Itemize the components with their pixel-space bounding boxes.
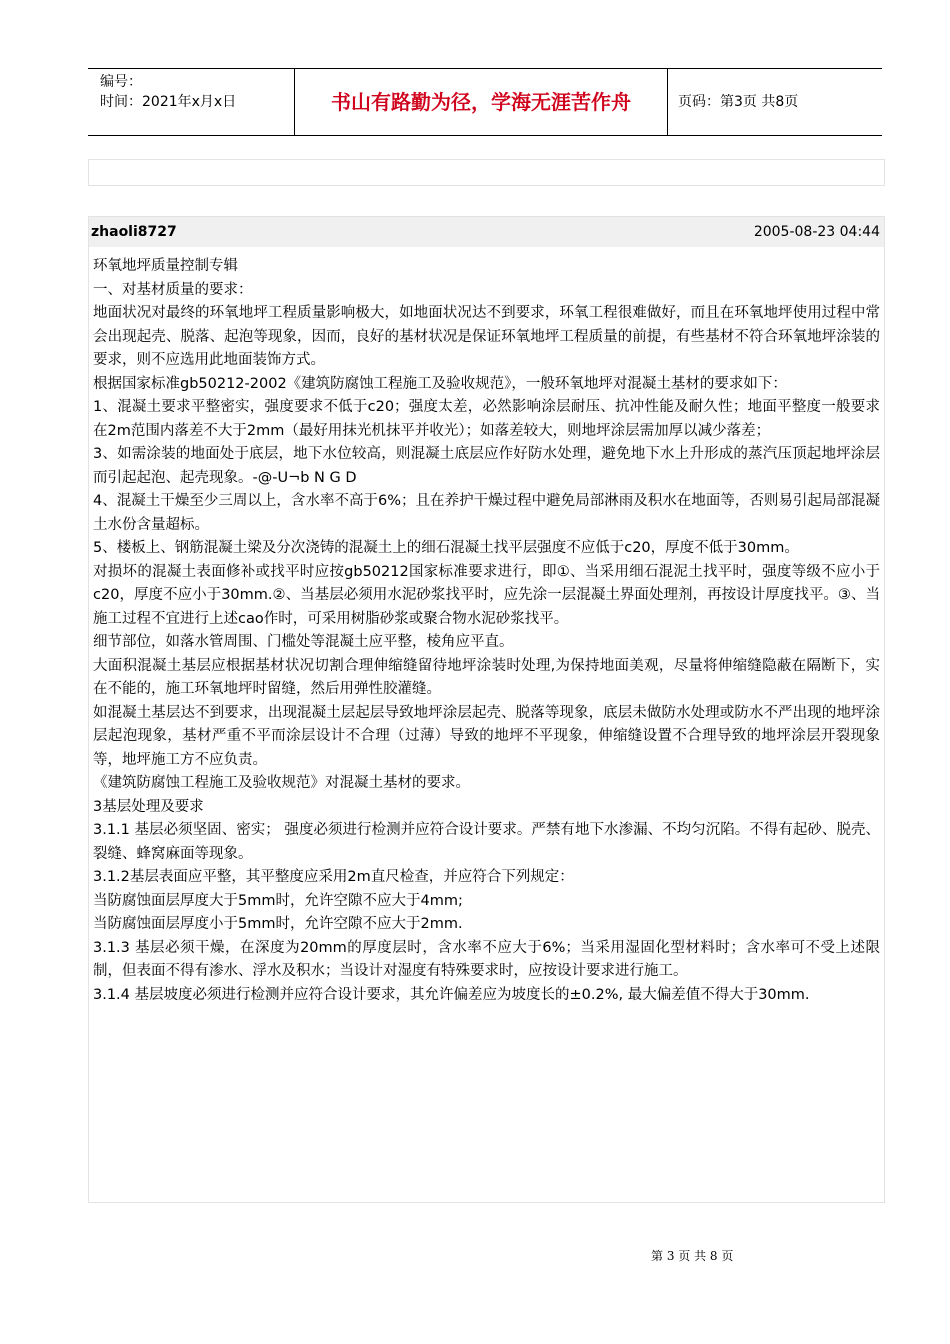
time-label: 时间：2021年x月x日 xyxy=(100,94,237,110)
post-paragraph: 当防腐蚀面层厚度大于5mm时，允许空隙不应大于4mm; xyxy=(93,892,463,909)
post-paragraph: 1、混凝土要求平整密实，强度要求不低于c20；强度太差，必然影响涂层耐压、抗冲性能及耐久性；地面平整度一般要求在2m范围内落差不大于2mm（最好用抹光机抹平并收光）；如落差较大，则地坪涂层需加厚以减少落差； xyxy=(93,399,880,439)
post-paragraph: 4、混凝土干燥至少三周以上，含水率不高于6%；且在养护干燥过程中避免局部淋雨及积水在地面等，否则易引起局部混凝土水份含量超标。 xyxy=(93,493,880,533)
post-paragraph: 对损坏的混凝土表面修补或找平时应按gb50212国家标准要求进行，即①、当采用细石混泥土找平时，强度等级不应小于c20，厚度不应小于30mm.②、当基层必须用水泥砂浆找平时，应先涂一层混凝土界面处理剂，再按设计厚度找平。③、当施工过程不宜进行上述cao作时，可采用树脂砂浆或聚合物水泥砂浆找平。 xyxy=(93,563,880,627)
page-footer: 第 3 页 共 8 页 xyxy=(651,1249,734,1263)
post-paragraph: 5、楼板上、钢筋混凝土梁及分次浇铸的混凝土上的细石混凝土找平层强度不应低于c20，厚度不低于30mm。 xyxy=(93,540,799,556)
post-paragraph: 3.1.1 基层必须坚固、密实； 强度必须进行检测并应符合设计要求。严禁有地下水渗漏、不均匀沉陷。不得有起砂、脱壳、裂缝、蜂窝麻面等现象。 xyxy=(93,822,880,862)
post-paragraph: 一、对基材质量的要求： xyxy=(93,281,253,298)
post-paragraph: 如混凝土基层达不到要求，出现混凝土层起层导致地坪涂层起壳、脱落等现象，底层未做防水处理或防水不严出现的地坪涂层起泡现象，基材严重不平而涂层设计不合理（过薄）导致的地坪不平现象，伸缩缝设置不合理导致的地坪涂层开裂现象等，地坪施工方不应负责。 xyxy=(93,704,880,768)
post-paragraph: 细节部位，如落水管周围、门槛处等混凝土应平整，棱角应平直。 xyxy=(93,634,514,650)
post-paragraph: 环氧地坪质量控制专辑 xyxy=(93,258,238,274)
empty-box xyxy=(88,159,885,186)
post-paragraph: 《建筑防腐蚀工程施工及验收规范》对混凝土基材的要求。 xyxy=(93,775,470,791)
header-motto: 书山有路勤为径，学海无涯苦作舟 xyxy=(294,69,668,135)
post-paragraph: 根据国家标准gb50212-2002《建筑防腐蚀工程施工及验收规范》，一般环氧地坪对混凝土基材的要求如下： xyxy=(93,375,787,392)
post-header xyxy=(89,217,884,247)
page-header xyxy=(88,68,882,136)
post-paragraph: 3、如需涂装的地面处于底层，地下水位较高，则混凝土底层应作好防水处理，避免地下水上升形成的蒸汽压顶起地坪涂层而引起起泡、起壳现象。-@-U¬b N G D xyxy=(93,446,880,486)
post-paragraph: 3.1.2基层表面应平整，其平整度应采用2m直尺检查，并应符合下列规定： xyxy=(93,869,574,885)
header-meta xyxy=(88,69,294,135)
post-paragraph: 大面积混凝土基层应根据基材状况切割合理伸缩缝留待地坪涂装时处理,为保持地面美观，尽量将伸缩缝隐蔽在隔断下，实在不能的，施工环氧地坪时留缝，然后用弹性胶灌缝。 xyxy=(93,657,880,697)
post-author[interactable]: zhaoli8727 xyxy=(91,224,177,240)
post-paragraph: 当防腐蚀面层厚度小于5mm时，允许空隙不应大于2mm. xyxy=(93,916,463,932)
post-date: 2005-08-23 04:44 xyxy=(753,224,880,240)
post-paragraph: 3基层处理及要求 xyxy=(93,798,204,815)
post-paragraph: 3.1.3 基层必须干燥，在深度为20mm的厚度层时，含水率不应大于6%；当采用湿固化型材料时；含水率可不受上述限制，但表面不得有渗水、浮水及积水；当设计对湿度有特殊要求时，应按设计要求进行施工。 xyxy=(93,939,880,979)
post-body xyxy=(89,247,884,1007)
code-label: 编号： xyxy=(100,74,142,90)
post-paragraph: 3.1.4 基层坡度必须进行检测并应符合设计要求，其允许偏差应为坡度长的±0.2%, 最大偏差值不得大于30mm. xyxy=(93,986,810,1003)
header-page-info: 页码：第3页 共8页 xyxy=(678,94,799,110)
forum-post xyxy=(88,216,885,1203)
post-paragraph: 地面状况对最终的环氧地坪工程质量影响极大，如地面状况达不到要求，环氧工程很难做好，而且在环氧地坪使用过程中常会出现起壳、脱落、起泡等现象，因而，良好的基材状况是保证环氧地坪工程质量的前提，有些基材不符合环氧地坪涂装的要求，则不应选用此地面装饰方式。 xyxy=(93,305,880,368)
